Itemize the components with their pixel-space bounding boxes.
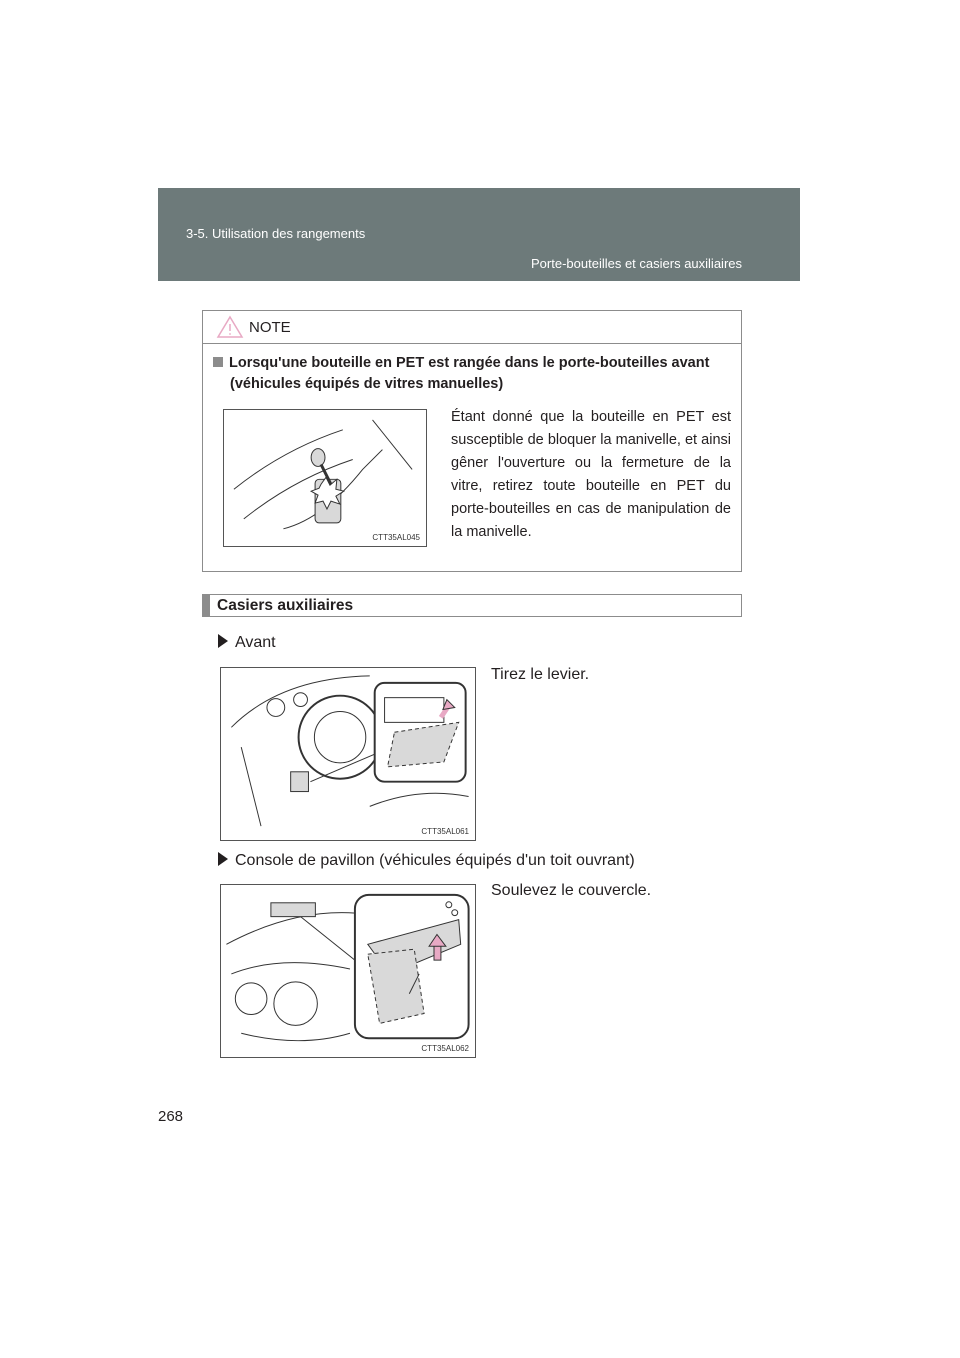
page-header bbox=[158, 188, 800, 281]
item-label-text: Avant bbox=[235, 634, 276, 651]
front-caption: Tirez le levier. bbox=[491, 666, 590, 683]
overhead-console-illustration bbox=[220, 884, 476, 1058]
figure-code: CTT35AL061 bbox=[421, 827, 469, 836]
item-label-avant bbox=[218, 634, 276, 652]
note-body: Étant donné que la bouteille en PET est susceptible de bloquer la manivelle, et ainsi gêner l'ouverture ou la fermeture de la vitre, retirez toute bouteille en PET du porte-bouteilles en cas de manipulation de la manivelle. bbox=[451, 409, 731, 540]
bottle-holder-illustration bbox=[223, 409, 427, 547]
page-number: 268 bbox=[158, 1108, 184, 1125]
section-title-bar bbox=[202, 594, 742, 617]
triangle-bullet-icon bbox=[218, 852, 228, 866]
front-compartment-illustration bbox=[220, 667, 476, 841]
item-label-text: Console de pavillon (véhicules équipés d'un toit ouvrant) bbox=[235, 852, 635, 869]
triangle-bullet-icon bbox=[218, 634, 228, 648]
section-title: Casiers auxiliaires bbox=[217, 597, 354, 614]
square-bullet-icon bbox=[213, 357, 223, 367]
note-header bbox=[203, 311, 741, 344]
note-box bbox=[202, 310, 742, 572]
note-heading-line2: (véhicules équipés de vitres manuelles) bbox=[230, 376, 504, 392]
bottle-holder-drawing bbox=[224, 410, 426, 547]
note-label: NOTE bbox=[249, 319, 291, 336]
figure-code: CTT35AL045 bbox=[372, 533, 420, 542]
figure-code: CTT35AL062 bbox=[421, 1044, 469, 1053]
console-caption: Soulevez le couvercle. bbox=[491, 882, 652, 899]
note-heading bbox=[213, 353, 737, 395]
page-subtitle: Porte-bouteilles et casiers auxiliaires bbox=[531, 256, 742, 271]
front-compartment-drawing bbox=[221, 668, 475, 840]
section-breadcrumb: 3-5. Utilisation des rangements bbox=[186, 226, 366, 241]
note-heading-line1: Lorsqu'une bouteille en PET est rangée dans le porte-bouteilles avant bbox=[229, 355, 710, 371]
section-accent bbox=[203, 595, 210, 616]
warning-icon bbox=[216, 315, 244, 339]
overhead-console-drawing bbox=[221, 885, 475, 1057]
item-label-console bbox=[218, 852, 635, 870]
